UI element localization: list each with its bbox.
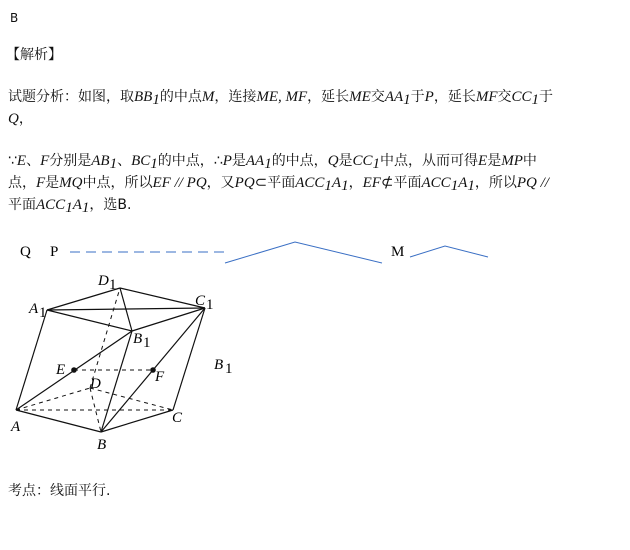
geometry-figure xyxy=(0,235,630,475)
analysis-line-2: Q， xyxy=(8,111,33,127)
label-B1-side: B xyxy=(214,357,224,373)
point-E xyxy=(71,367,77,373)
reason-line-1: ∵E、F分别是$AB_1$、$BC_1$的中点，∴P是$AA_1$的中点，Q是$CC_1$中点，从而可得E是MP中 xyxy=(8,153,537,172)
label-B1: B xyxy=(133,331,143,347)
label-A: A xyxy=(11,419,21,435)
edge-A-B xyxy=(16,410,101,432)
section-heading: 【解析】 xyxy=(6,47,62,63)
label-D1-sub: 1 xyxy=(109,277,117,293)
label-B: B xyxy=(97,437,107,453)
label-D1: D xyxy=(98,273,109,289)
extension-zigzag-line-2 xyxy=(410,246,488,257)
extension-zigzag-line xyxy=(225,242,382,263)
label-C1: C xyxy=(195,293,206,309)
label-C: C xyxy=(172,410,183,426)
edge-A1-B1 xyxy=(47,310,132,331)
label-M: M xyxy=(391,244,405,260)
label-A1: A xyxy=(29,301,39,317)
label-P: P xyxy=(50,244,59,260)
label-Q: Q xyxy=(20,244,31,260)
answer-letter: B xyxy=(10,11,19,25)
label-B1-sub: 1 xyxy=(143,335,151,351)
label-D: D xyxy=(90,376,101,392)
edge-D-C xyxy=(90,388,173,410)
label-F: F xyxy=(155,369,165,385)
footer-note: 考点：线面平行. xyxy=(8,483,111,499)
edge-B-B1 xyxy=(101,331,132,432)
edge-D1-C1 xyxy=(120,288,205,308)
edge-A-A1 xyxy=(16,310,47,410)
label-A1-sub: 1 xyxy=(39,305,47,321)
edge-A-D xyxy=(16,388,90,410)
reason-line-2: 点，F是MQ中点，所以EF // PQ，又PQ⊂平面$ACC_1A_1$，EF⊄平面$ACC_1A_1$，所以PQ // xyxy=(8,175,549,194)
edge-B-C xyxy=(101,410,173,432)
edge-D-D1 xyxy=(90,288,120,388)
edge-B1-C1 xyxy=(132,308,205,331)
label-E: E xyxy=(56,362,66,378)
label-C1-sub: 1 xyxy=(206,297,214,313)
edge-C-C1 xyxy=(173,308,205,410)
reason-line-3: 平面$ACC_1A_1$，选B. xyxy=(8,197,132,216)
label-B1-side-sub: 1 xyxy=(225,361,233,377)
analysis-line-1: 试题分析：如图，取$BB_1$的中点M，连接ME, MF，延长ME交$AA_1$于P，延长MF交$CC_1$于 xyxy=(8,89,554,108)
